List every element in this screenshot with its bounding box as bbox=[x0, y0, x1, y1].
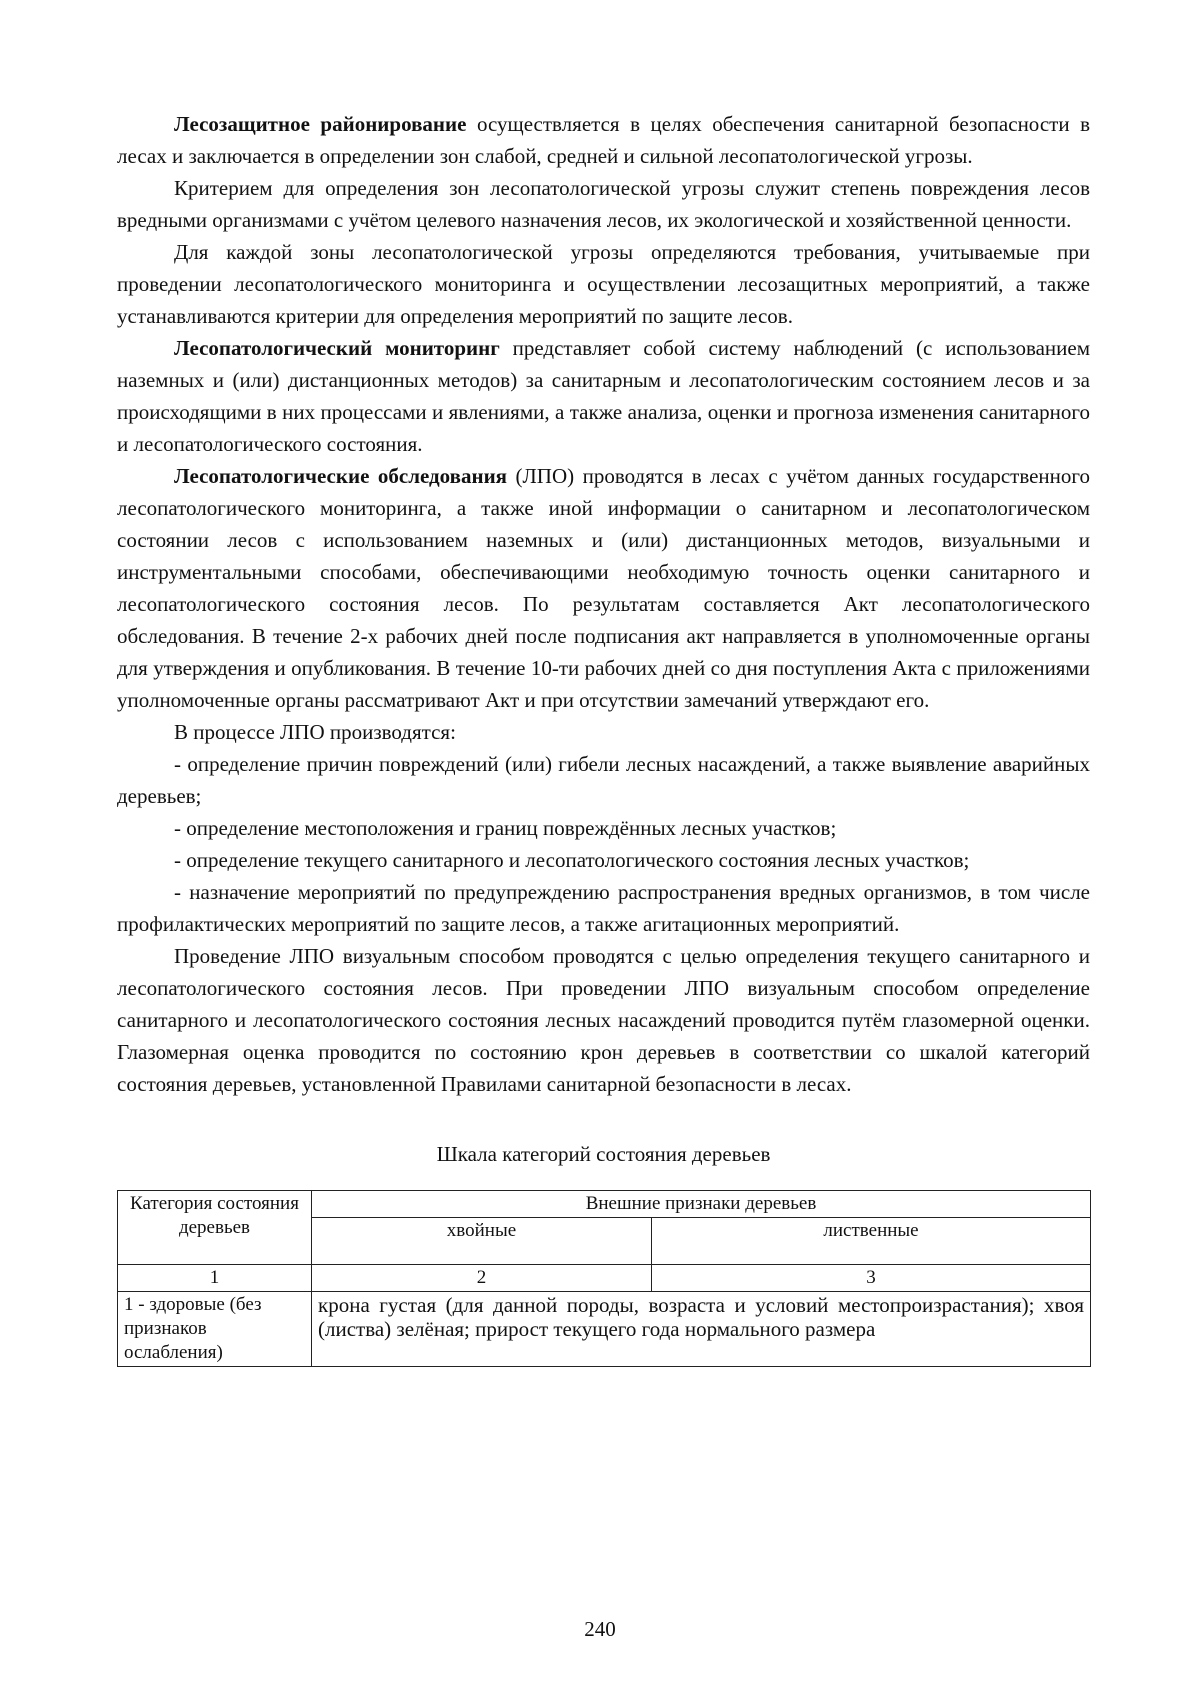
column-number: 2 bbox=[312, 1265, 652, 1292]
paragraph-text: Критерием для определения зон лесопатологической угрозы служит степень повреждения лесов вредными организмами с учётом целевого назначения лесов, их экологической и хозяйственной ценности. bbox=[117, 176, 1090, 232]
paragraph-lpo-intro bbox=[117, 716, 1090, 748]
term-bold: Лесопатологические обследования bbox=[174, 464, 508, 488]
row-signs: крона густая (для данной породы, возраста и условий местопроизрастания); хвоя (листва) зелёная; прирост текущего года нормального размера bbox=[312, 1292, 1091, 1367]
column-number: 3 bbox=[652, 1265, 1091, 1292]
table-column-numbers-row bbox=[118, 1265, 1091, 1292]
body-text bbox=[117, 108, 1090, 1100]
header-external-signs: Внешние признаки деревьев bbox=[312, 1191, 1091, 1218]
list-item-text: - определение местоположения и границ повреждённых лесных участков; bbox=[174, 816, 837, 840]
table-row bbox=[118, 1292, 1091, 1367]
paragraph-zone-requirements bbox=[117, 236, 1090, 332]
list-item-text: - определение причин повреждений (или) гибели лесных насаждений, а также выявление аварийных деревьев; bbox=[117, 752, 1090, 808]
paragraph-surveys bbox=[117, 460, 1090, 716]
document-page bbox=[117, 108, 1090, 1367]
column-number: 1 bbox=[118, 1265, 312, 1292]
paragraph-text: Для каждой зоны лесопатологической угрозы определяются требования, учитываемые при проведении лесопатологического мониторинга и осуществлении лесозащитных мероприятий, а также устанавливаются критерии для определения мероприятий по защите лесов. bbox=[117, 240, 1090, 328]
paragraph-text: (ЛПО) проводятся в лесах с учётом данных государственного лесопатологического мониторинга, а также иной информации о санитарном и лесопатологическом состоянии лесов с использованием наземных и (или) дистанционных методов, визуальными и инструментальными способами, обеспечивающими необходимую точность оценки санитарного и лесопатологического состояния лесов. По результатам составляется Акт лесопатологического обследования. В течение 2-х рабочих дней после подписания акт направляется в уполномоченные органы для утверждения и опубликования. В течение 10-ти рабочих дней со дня поступления Акта с приложениями уполномоченные органы рассматривают Акт и при отсутствии замечаний утверждают его. bbox=[117, 464, 1090, 712]
list-item-text: - определение текущего санитарного и лесопатологического состояния лесных участков; bbox=[174, 848, 970, 872]
list-item-text: - назначение мероприятий по предупреждению распространения вредных организмов, в том числе профилактических мероприятий по защите лесов, а также агитационных мероприятий. bbox=[117, 880, 1090, 936]
paragraph-criterion bbox=[117, 172, 1090, 236]
row-category: 1 - здоровые (без признаков ослабления) bbox=[118, 1292, 312, 1367]
header-conifers: хвойные bbox=[312, 1218, 652, 1265]
paragraph-text: представляет собой систему наблюдений (с использованием наземных и (или) дистанционных методов) за санитарным и лесопатологическим состоянием лесов и за происходящими в них процессами и явлениями, а также анализа, оценки и прогноза изменения санитарного и лесопатологического состояния. bbox=[117, 336, 1090, 456]
list-item bbox=[117, 844, 1090, 876]
table-header-row bbox=[118, 1191, 1091, 1218]
list-item bbox=[117, 748, 1090, 812]
term-bold: Лесозащитное районирование bbox=[174, 112, 467, 136]
table-caption: Шкала категорий состояния деревьев bbox=[436, 1142, 771, 1166]
paragraph-visual-method bbox=[117, 940, 1090, 1100]
header-category: Категория состояния деревьев bbox=[118, 1191, 312, 1265]
paragraph-text: Проведение ЛПО визуальным способом проводятся с целью определения текущего санитарного и лесопатологического состояния лесов. При проведении ЛПО визуальным способом определение санитарного и лесопатологического состояния лесных насаждений проводится путём глазомерной оценки. Глазомерная оценка проводится по состоянию крон деревьев в соответствии со шкалой категорий состояния деревьев, установленной Правилами санитарной безопасности в лесах. bbox=[117, 944, 1090, 1096]
page-number: 240 bbox=[584, 1617, 616, 1641]
header-deciduous: лиственные bbox=[652, 1218, 1091, 1265]
paragraph-zoning bbox=[117, 108, 1090, 172]
list-item bbox=[117, 876, 1090, 940]
paragraph-text: осуществляется в целях обеспечения санитарной безопасности в лесах и заключается в определении зон слабой, средней и сильной лесопатологической угрозы. bbox=[117, 112, 1091, 168]
tree-condition-scale-table bbox=[117, 1190, 1091, 1367]
term-bold: Лесопатологический мониторинг bbox=[174, 336, 500, 360]
paragraph-text: В процессе ЛПО производятся: bbox=[174, 720, 456, 744]
list-item bbox=[117, 812, 1090, 844]
paragraph-monitoring bbox=[117, 332, 1090, 460]
